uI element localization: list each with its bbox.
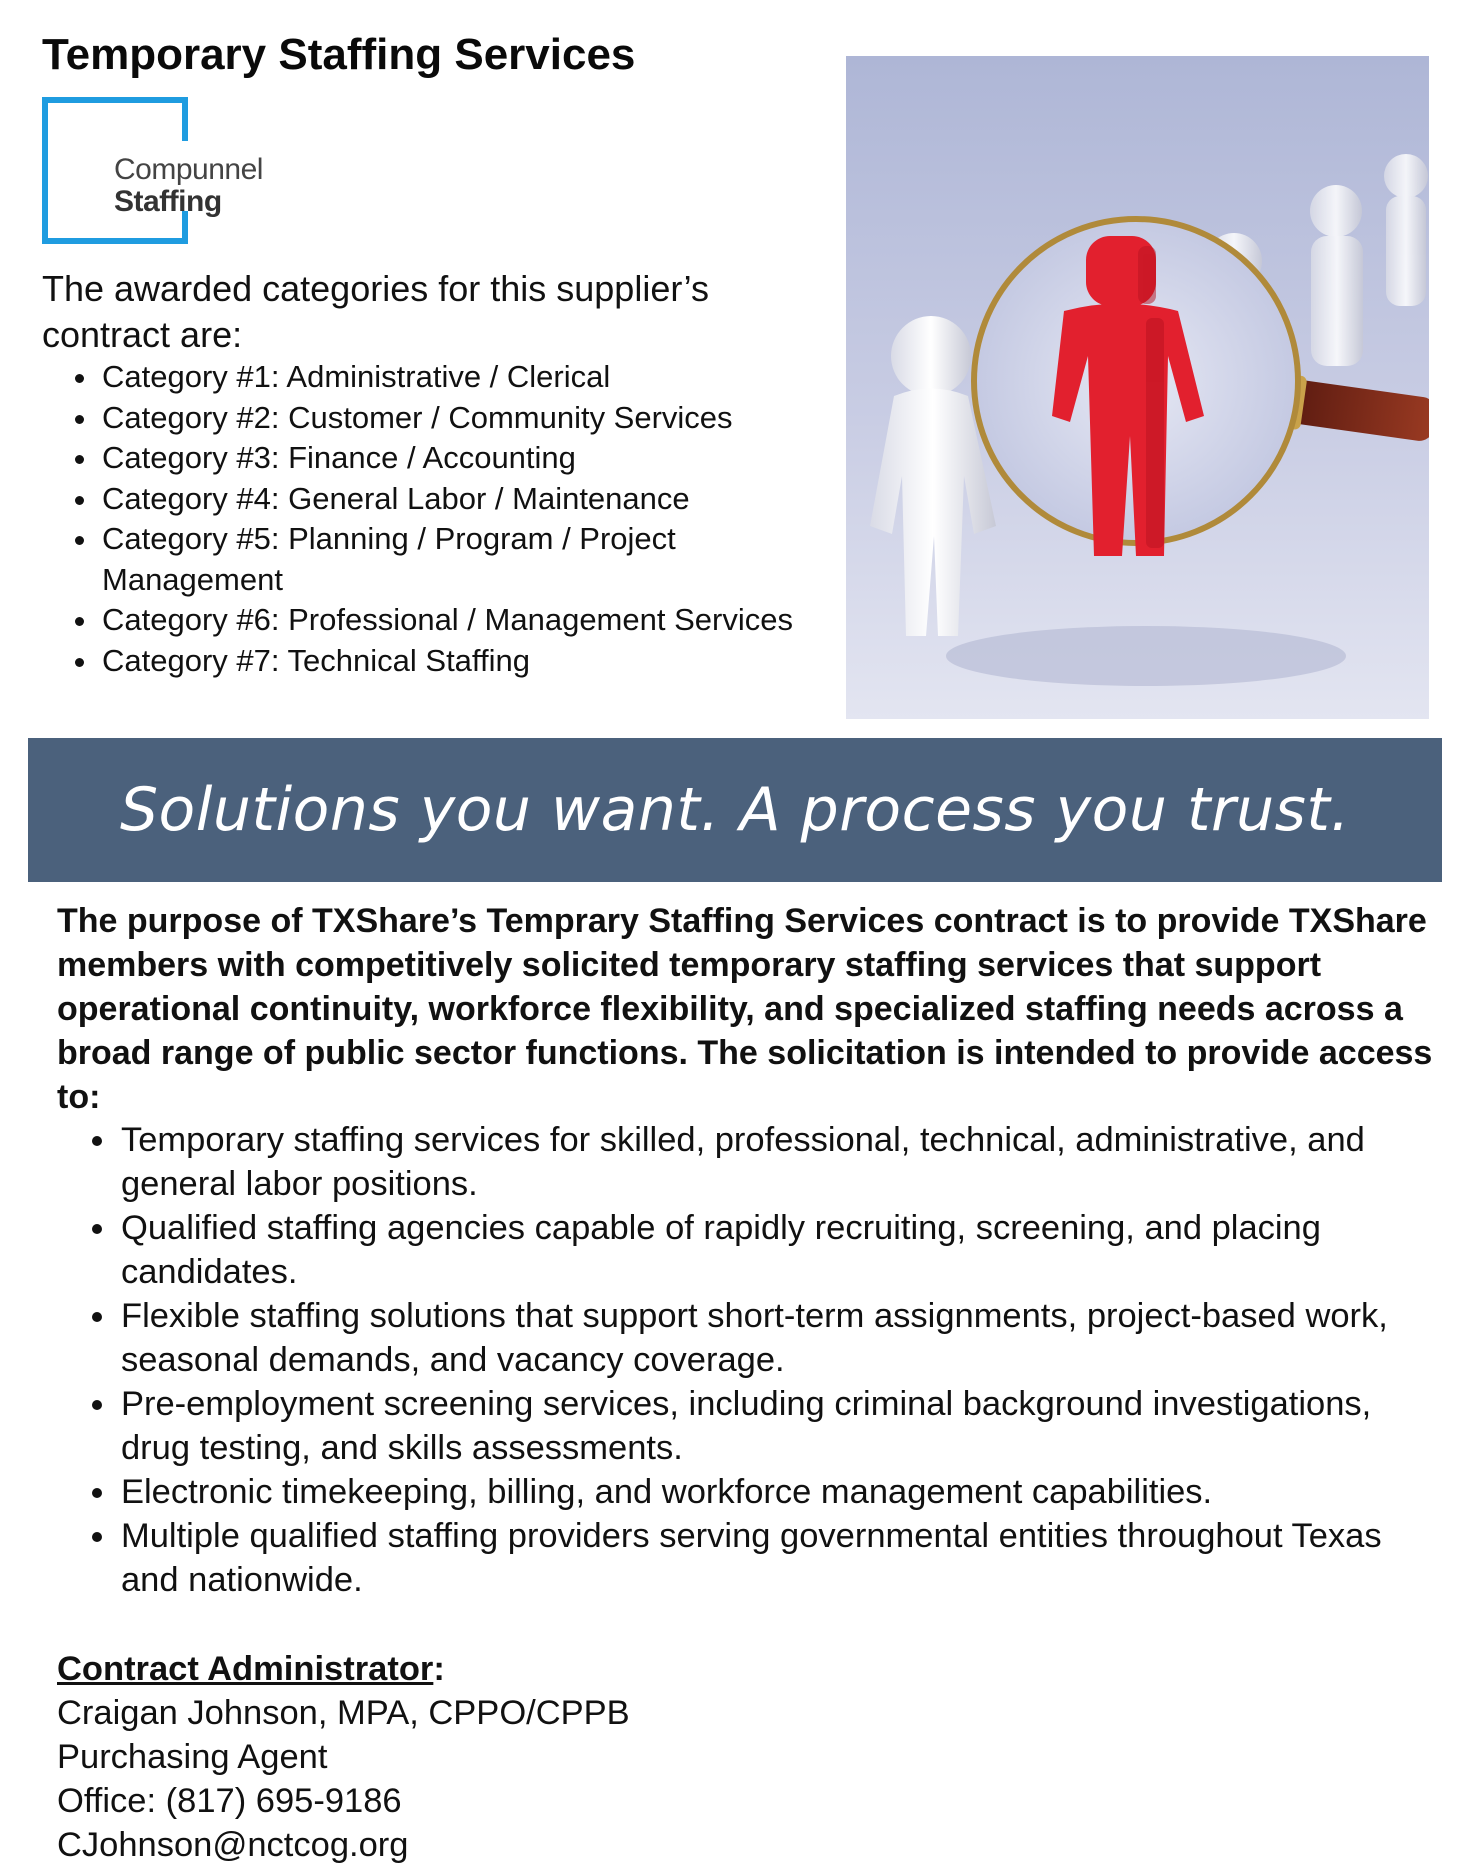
contact-role: Purchasing Agent [57, 1738, 328, 1776]
contact-heading: Contract Administrator: [57, 1650, 445, 1688]
awarded-category-list [42, 357, 802, 681]
category-item: • Category #2: Customer / Community Services [100, 398, 802, 439]
tagline-banner [28, 738, 1442, 882]
hero-photo-magnifier [846, 56, 1429, 719]
purpose-paragraph: The purpose of TXShare’s Temprary Staffing Services contract is to provide TXShare members with competitively solicited temporary staffing services that support operational continuity, workforce flexibility, and specialized staffing needs across a broad range of public sector functions. The solicitation is intended to provide access to: [57, 902, 1433, 1116]
list-item: • Qualified staffing agencies capable of rapidly recruiting, screening, and placing candidates. [119, 1206, 1437, 1294]
category-item: • Category #6: Professional / Management Services [100, 600, 802, 641]
purpose-access-list [57, 1118, 1437, 1602]
compunnel-staffing-logo [42, 97, 263, 254]
category-item: • Category #3: Finance / Accounting [100, 438, 802, 479]
category-item: • Category #5: Planning / Program / Project Management [100, 519, 802, 600]
contact-email: CJohnson@nctcog.org [57, 1826, 409, 1864]
category-item: • Category #1: Administrative / Clerical [100, 357, 802, 398]
list-item: • Multiple qualified staffing providers serving governmental entities throughout Texas and nationwide. [119, 1514, 1437, 1602]
magnifying-glass-figure-illustration [846, 56, 1429, 719]
contact-name: Craigan Johnson, MPA, CPPO/CPPB [57, 1694, 630, 1732]
logo-wordmark-line2: Staffing [114, 184, 222, 218]
list-item: • Electronic timekeeping, billing, and workforce management capabilities. [119, 1470, 1437, 1514]
contract-administrator-block [57, 1647, 957, 1867]
logo-wordmark-line1: Compunnel [114, 153, 263, 186]
contact-phone: Office: (817) 695-9186 [57, 1782, 402, 1820]
list-item: • Temporary staffing services for skilled, professional, technical, administrative, and general labor positions. [119, 1118, 1437, 1206]
category-item: • Category #7: Technical Staffing [100, 641, 802, 682]
page-title: Temporary Staffing Services [42, 30, 636, 79]
awarded-categories-intro: The awarded categories for this supplier’s contract are: [42, 268, 710, 355]
list-item: • Flexible staffing solutions that support short-term assignments, project-based work, seasonal demands, and vacancy coverage. [119, 1294, 1437, 1382]
category-item: • Category #4: General Labor / Maintenance [100, 479, 802, 520]
tagline: Solutions you want. A process you trust. [119, 775, 1351, 845]
list-item: • Pre-employment screening services, including criminal background investigations, drug testing, and skills assessments. [119, 1382, 1437, 1470]
